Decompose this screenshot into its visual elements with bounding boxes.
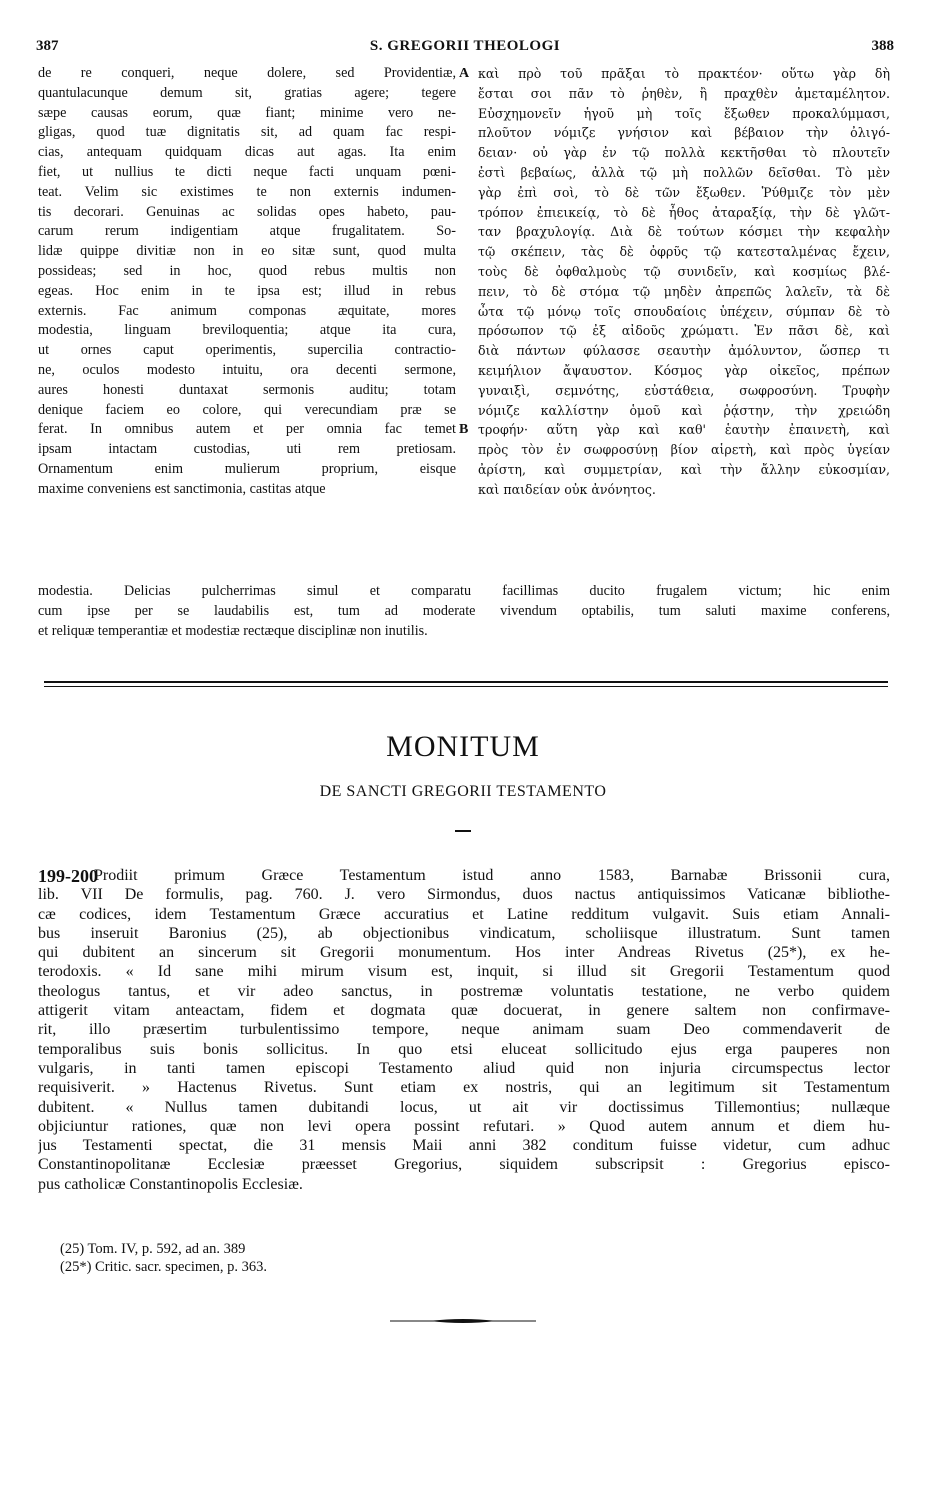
- latin-line: carum rerum indigentiam atque frugalitatem. So-: [38, 223, 456, 240]
- column-marker-a: A: [459, 66, 470, 81]
- latin-line: ipsam intactam custodias, uti rem pretiosam.: [38, 441, 456, 458]
- greek-line: τρόπον ἐπιεικείᾳ, τὸ δὲ ἦθος ἀταραξίᾳ, τὴν δὲ γλῶτ-: [478, 204, 890, 220]
- section-divider: [44, 681, 888, 683]
- running-title: S. GREGORII THEOLOGI: [369, 38, 561, 54]
- monitum-line: dubitent. « Nullus tamen dubitandi locus, ut ait vir doctissimus Tillemontius; nullæque: [38, 1098, 890, 1116]
- footnote: (25) Tom. IV, p. 592, ad an. 389: [60, 1241, 246, 1257]
- latin-line: denique faciem eo colore, qui verecundiam præ se: [38, 401, 456, 418]
- latin-line: aures honesti duntaxat sermonis auditu; totam: [38, 381, 456, 398]
- footnotes: [60, 1240, 267, 1276]
- page-number-left: 387: [36, 38, 59, 54]
- latin-line: maxime conveniens est sanctimonia, castitas atque: [38, 480, 326, 497]
- full-width-paragraph: [38, 582, 890, 641]
- greek-line: καὶ πρὸ τοῦ πρᾶξαι τὸ πρακτέον· οὕτω γὰρ δὴ: [478, 66, 890, 81]
- greek-line: πρὸς τὸν ἐν σωφροσύνῃ βίον αἱρετὴ, καὶ πρὸς ὑγείαν: [478, 442, 890, 458]
- greek-line: γὰρ ἐπὶ σοὶ, τὸ δὲ τῶν ἔξωθεν. Ῥύθμιζε τὸν μὲν: [478, 184, 890, 200]
- latin-line: Ornamentum enim mulierum proprium, eisque: [38, 460, 456, 477]
- end-ornament: [390, 1318, 536, 1324]
- greek-line: Εὐσχημονεῖν ἡγοῦ μὴ τοῖς ἔξωθεν προκαλύμμασι,: [478, 105, 890, 121]
- latin-line: modestia, linguam breviloquentia; atque ita cura,: [38, 322, 456, 339]
- monitum-line: qui dubitent an sincerum sit Gregorii monumentum. Hos inter Andreas Rivetus (25*), ex he-: [38, 944, 890, 962]
- monitum-line: terodoxis. « Id sane mihi mirum visum est, inquit, si illud sit Gregorii Testamentum quod: [38, 963, 890, 981]
- monitum-line: rit, illo præsertim turbulentissimo tempore, neque animam suam Deo commendaverit de: [38, 1021, 890, 1039]
- monitum-line: Constantinopolitanæ Ecclesiæ præesset Gregorius, siquidem subscripsit : Gregorius episco-: [38, 1156, 890, 1174]
- greek-line: τῷ σκέπειν, τὰς δὲ ὀφρῦς τῷ κατεσταλμένας ἔχειν,: [478, 244, 890, 260]
- monitum-line: Prodiit primum Græce Testamentum istud anno 1583, Barnabæ Brissonii cura,: [94, 867, 890, 884]
- monitum-title: MONITUM: [386, 730, 540, 763]
- page-number-right: 388: [871, 38, 894, 54]
- greek-column: [478, 64, 890, 500]
- greek-line: πειν, τὸ δὲ στόμα τῷ μηδὲν ἀπρεπῶς λαλεῖν, τὰ δὲ: [478, 283, 890, 299]
- latin-line: gligas, quod tuæ dignitatis sit, ad quam fac respi-: [38, 124, 456, 141]
- greek-line: κειμήλιον ἄψαυστον. Κόσμος γὰρ οἰκεῖος, πρέπων: [478, 362, 890, 378]
- greek-line: δειαν· οὐ γὰρ ἐν τῷ πολλὰ κεκτῆσθαι τὸ πλουτεῖν: [478, 145, 890, 161]
- monitum-line: cæ codices, idem Testamentum Græce accuratius et Latine redditum vulgavit. Suis etiam Annali-: [38, 905, 890, 923]
- latin-line: externis. Fac animum componas æquitate, mores: [38, 302, 456, 319]
- greek-line: πρόσωπον τῷ ἐξ αἰδοῦς χρώματι. Ἐν πᾶσι δὲ, καὶ: [478, 323, 890, 339]
- monitum-line: pus catholicæ Constantinopolis Ecclesiæ.: [38, 1175, 303, 1193]
- section-divider-thin: [44, 686, 888, 687]
- greek-line: καὶ παιδείαν οὐκ ἀνόνητος.: [478, 481, 656, 497]
- latin-line: quantulacunque demum sit, gratias agere; tegere: [38, 84, 456, 101]
- latin-line: ut ornes caput operimentis, supercilia contractio-: [38, 342, 456, 359]
- greek-line: ἐστὶ βεβαίως, ἀλλὰ τῷ μὴ πολλῶν δεῖσθαι. Τὸ μὲν: [478, 164, 890, 180]
- latin-line: sæpe causas eorum, quæ fiant; minime vero ne-: [38, 104, 456, 121]
- column-marker-b: B: [459, 422, 469, 437]
- monitum-line: temporalibus suis bonis sollicitus. In quo etsi eluceat sollicitudo ejus erga pauperes non: [38, 1040, 890, 1058]
- greek-line: ἀρίστη, καὶ συμμετρίαν, καὶ τὴν ἄλλην εὐκοσμίαν,: [478, 461, 890, 477]
- monitum-line: theologus tantus, et vir adeo sanctus, in postremæ voluntatis testatione, ne verbo quidem: [38, 982, 890, 1000]
- column-number: 199-200: [38, 866, 98, 886]
- monitum-line: vulgaris, in tanti tamen episcopi Testamento aliud quid non injuria circumspectus lector: [38, 1059, 890, 1077]
- greek-line: πλοῦτον νόμιζε γνήσιον καὶ βέβαιον τὴν ὀλιγό-: [478, 125, 890, 141]
- footnote: (25*) Critic. sacr. specimen, p. 363.: [60, 1259, 267, 1275]
- text-line: et reliquæ temperantiæ et modestiæ rectæque disciplinæ non inutilis.: [38, 622, 428, 639]
- latin-line: fiet, ut nullius te dicti neque facti unquam pœni-: [38, 163, 456, 180]
- greek-line: τοὺς δὲ ὀφθαλμοὺς τῷ συνιδεῖν, καὶ κοσμίως βλέ-: [478, 263, 890, 279]
- latin-line: teat. Velim sic existimes te non externis indumen-: [38, 183, 456, 200]
- monitum-line: requisiverit. » Hactenus Rivetus. Sunt etiam ex nostris, qui an legitimum sit Testamentum: [38, 1079, 890, 1097]
- latin-column: [38, 64, 456, 500]
- latin-line: egeas. Hoc enim in te ipsa est; illud in rebus: [38, 282, 456, 299]
- greek-line: ἔσται σοι πᾶν τὸ ῥηθὲν, ἢ πραχθὲν ἀμεταμέλητον.: [478, 85, 890, 101]
- latin-line: possideas; sed in hoc, quod rebus multis non: [38, 262, 456, 279]
- greek-line: ταν βραχυλογίᾳ. Διὰ δὲ τούτων κόσμει τὴν κεφαλὴν: [478, 224, 890, 240]
- latin-line: de re conqueri, neque dolere, sed Providentiæ,: [38, 65, 456, 81]
- monitum-body: [38, 866, 890, 1194]
- title-dash: [455, 830, 471, 832]
- latin-line: cias, antequam quidquam dicas aut agas. Ita enim: [38, 144, 456, 161]
- greek-line: τροφήν· αὕτη γὰρ καὶ καθ' ἑαυτὴν ἐπαινετὴ, καὶ: [478, 422, 890, 438]
- latin-line: ferat. In omnibus autem et per omnia fac temet: [38, 421, 456, 438]
- monitum-line: bus inseruit Baronius (25), ab objectionibus vindicatum, scholiisque illustratum. Sunt tamen: [38, 924, 890, 942]
- monitum-line: objiciuntur rationes, quæ non levi opera possint refutari. » Quod autem annum et diem hu-: [38, 1117, 890, 1135]
- monitum-line: lib. VII De formulis, pag. 760. J. vero Sirmondus, duos nactus antiquissimos Vaticanæ bibliothe-: [38, 886, 890, 904]
- greek-line: διὰ πάντων φύλασσε σεαυτὴν ἀμόλυντον, ὥσπερ τι: [478, 343, 890, 359]
- monitum-line: attigerit vitam anteactam, fidem et dogmata quæ docuerat, in genere saltem non confirmave-: [38, 1002, 890, 1020]
- latin-line: ne, oculos modesto intuitu, ora decenti sermone,: [38, 361, 456, 378]
- monitum-subtitle: DE SANCTI GREGORII TESTAMENTO: [319, 783, 607, 800]
- monitum-line: jus Testamenti spectat, die 31 mensis Maii anni 382 conditum fuisse videtur, cum adhuc: [38, 1137, 890, 1155]
- greek-line: ὦτα τῷ μόνῳ τοῖς σπουδαίοις ὑπέχειν, σύμπαν δὲ τὸ: [478, 303, 890, 319]
- greek-line: γυναιξὶ, σεμνότης, εὐστάθεια, σωφροσύνη. Τρυφὴν: [478, 382, 890, 398]
- greek-line: νόμιζε καλλίστην ὁμοῦ καὶ ῥᾴστην, τὴν χρειώδη: [478, 402, 890, 418]
- latin-line: tis decorari. Genuinas ac solidas opes habeto, pau-: [38, 203, 456, 220]
- latin-line: lidæ quippe divitiæ non in eo sitæ sunt, quod multa: [38, 243, 456, 260]
- text-line: modestia. Delicias pulcherrimas simul et comparatu facillimas ducito frugalem victum; hic enim: [38, 583, 890, 599]
- page-header: [36, 38, 894, 58]
- text-line: cum ipse per se laudabilis est, tum ad moderate vivendum optabilis, tum saluti maxime conferens,: [38, 602, 890, 619]
